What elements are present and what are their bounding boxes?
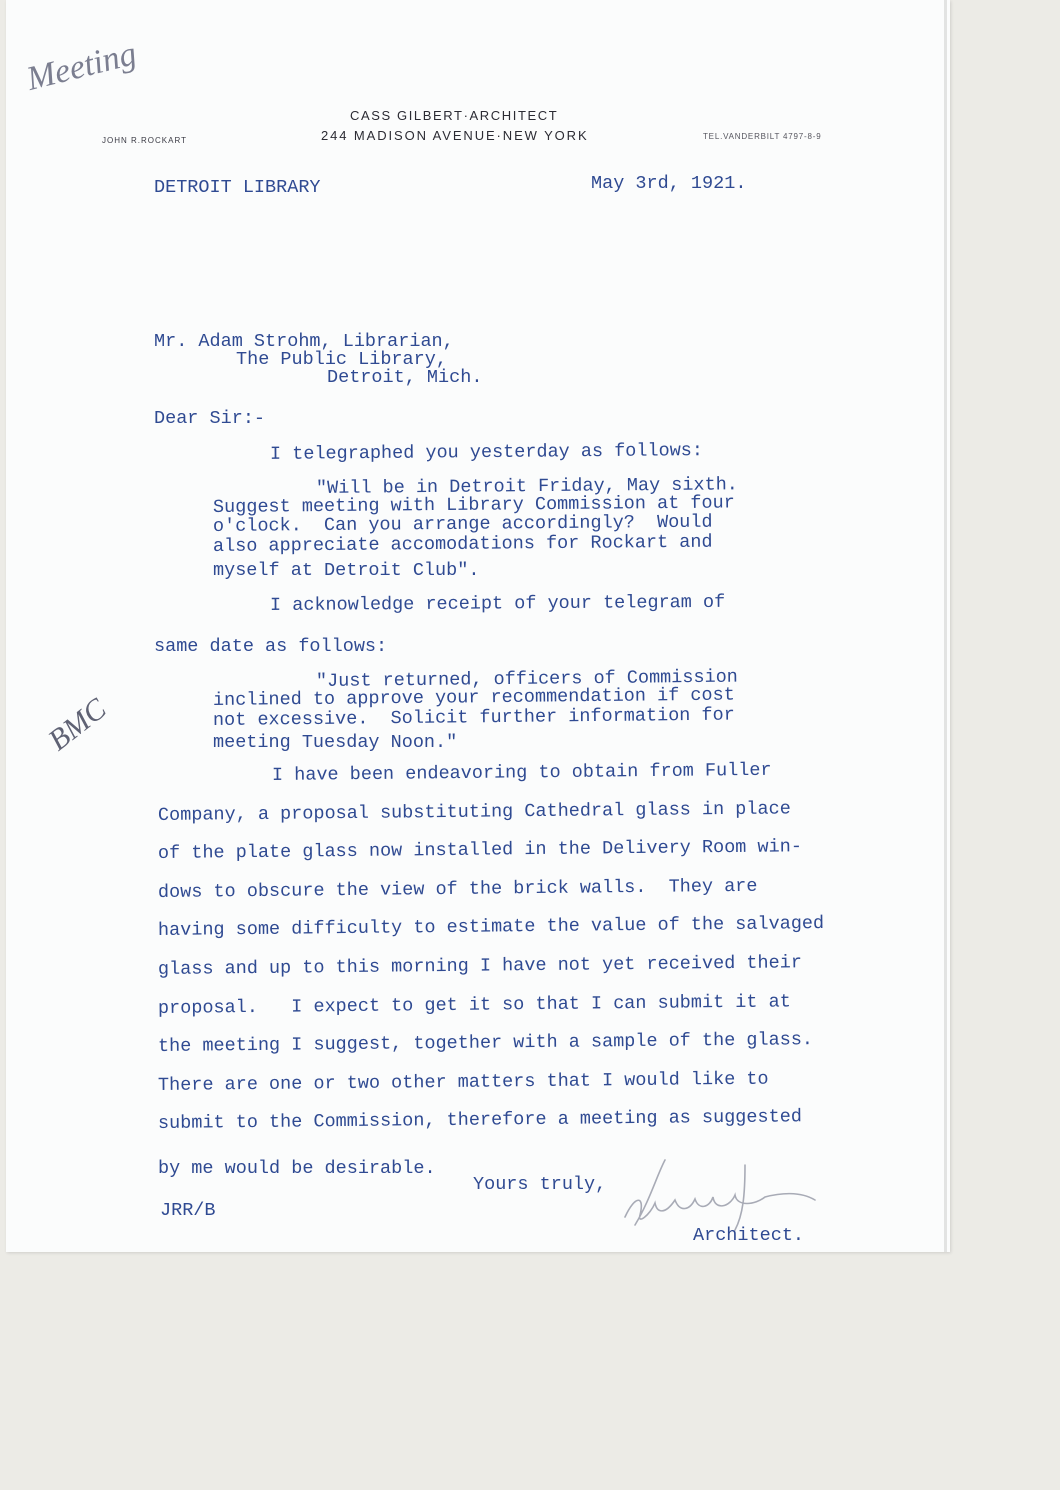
- recipient-line-1: Mr. Adam Strohm, Librarian,: [154, 331, 454, 352]
- body-line-8: the meeting I suggest, together with a sample of the glass.: [157, 1029, 814, 1057]
- quote-2-line-3: not excessive. Solicit further information for: [212, 704, 735, 731]
- body-line-2: Company, a proposal substituting Cathedral glass in place: [157, 798, 791, 826]
- letterhead-telephone: TEL.VANDERBILT 4797-8-9: [703, 132, 822, 141]
- quote-1-line-2: Suggest meeting with Library Commission at four: [212, 492, 735, 518]
- signature-icon: [595, 1155, 825, 1235]
- body-line-10: submit to the Commission, therefore a meeting as suggested: [157, 1106, 802, 1134]
- handwritten-note: Meeting: [23, 35, 141, 98]
- letterhead-address: 244 MADISON AVENUE·NEW YORK: [321, 128, 589, 143]
- body-line-4: dows to obscure the view of the brick walls. They are: [157, 875, 758, 903]
- quote-2-line-2: inclined to approve your recommendation if cost: [212, 684, 735, 711]
- letter-date: May 3rd, 1921.: [591, 173, 747, 194]
- body-line-1: I have been endeavoring to obtain from Fuller: [271, 759, 772, 786]
- paragraph-2-line-1: I acknowledge receipt of your telegram of: [269, 591, 726, 616]
- paper-edge: [944, 0, 947, 1252]
- body-line-11: by me would be desirable.: [158, 1158, 436, 1179]
- recipient-line-2: The Public Library,: [236, 349, 447, 370]
- body-line-3: of the plate glass now installed in the Delivery Room win-: [157, 836, 802, 864]
- reference-initials: JRR/B: [160, 1200, 216, 1221]
- closing: Yours truly,: [473, 1174, 607, 1195]
- body-line-6: glass and up to this morning I have not yet received their: [157, 952, 802, 980]
- body-line-9: There are one or two other matters that I would like to: [157, 1068, 769, 1096]
- recipient-line-3: Detroit, Mich.: [327, 367, 483, 388]
- letterhead-firm: CASS GILBERT·ARCHITECT: [350, 108, 559, 123]
- letter-paper: [6, 0, 950, 1252]
- paragraph-2-line-2: same date as follows:: [154, 636, 388, 657]
- quote-2-line-4: meeting Tuesday Noon.": [213, 732, 458, 753]
- quote-1-line-5: myself at Detroit Club".: [213, 560, 480, 581]
- body-line-5: having some difficulty to estimate the value of the salvaged: [157, 913, 825, 941]
- body-line-7: proposal. I expect to get it so that I can submit it at: [157, 991, 791, 1019]
- file-label: DETROIT LIBRARY: [154, 177, 321, 198]
- signature-title: Architect.: [693, 1225, 805, 1246]
- salutation: Dear Sir:-: [154, 408, 266, 429]
- quote-1-line-1: "Will be in Detroit Friday, May sixth.: [315, 474, 738, 499]
- quote-1-line-4: also appreciate accomodations for Rockart and: [212, 531, 713, 557]
- paragraph-1: I telegraphed you yesterday as follows:: [269, 440, 704, 465]
- margin-initials: BMC: [42, 692, 113, 758]
- letterhead-left-name: JOHN R.ROCKART: [102, 136, 187, 145]
- quote-1-line-3: o'clock. Can you arrange accordingly? Would: [212, 511, 713, 537]
- quote-2-line-1: "Just returned, officers of Commission: [315, 666, 738, 692]
